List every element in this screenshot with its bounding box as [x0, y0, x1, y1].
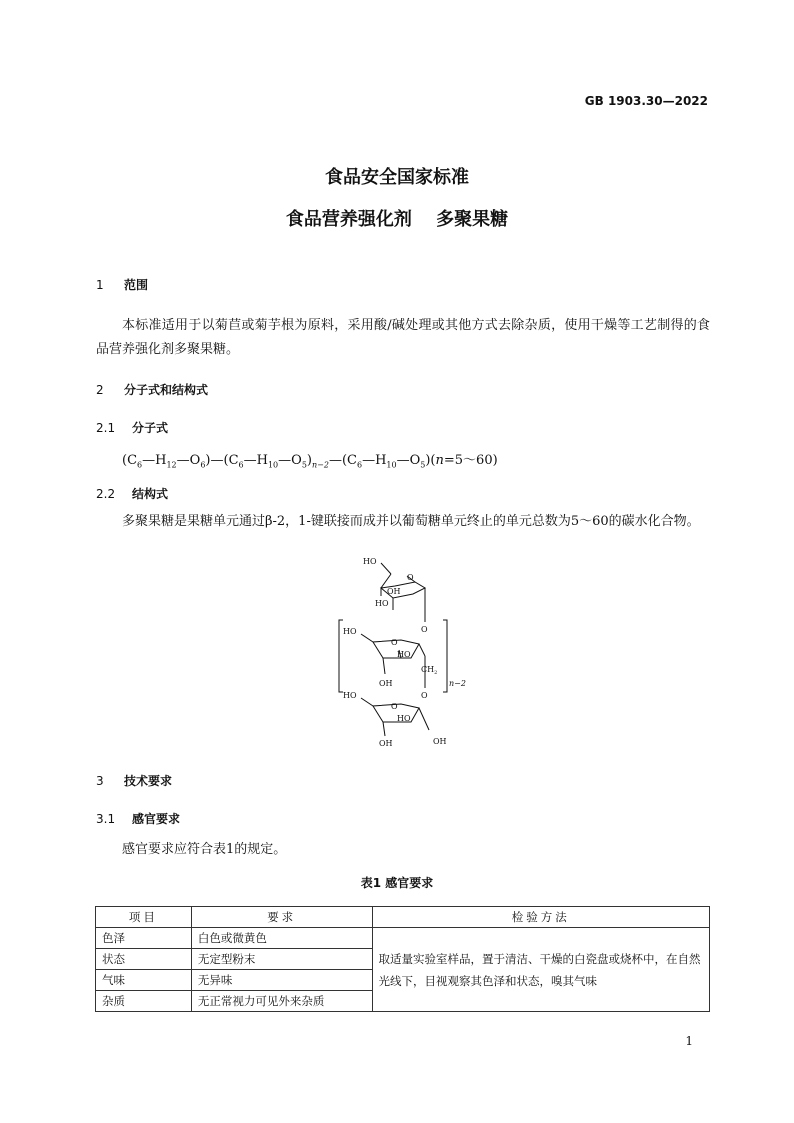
section-number: 3 [96, 774, 104, 788]
standard-code: GB 1903.30—2022 [584, 94, 708, 108]
section-number: 2 [96, 383, 104, 397]
table-cell-requirement: 无异味 [191, 970, 372, 991]
label: OH [387, 587, 401, 596]
table-cell-requirement: 无定型粉末 [191, 949, 372, 970]
table-cell-requirement: 无正常视力可见外来杂质 [191, 991, 372, 1012]
subsection-heading-sensory [96, 810, 180, 827]
section-title: 分子式 [132, 421, 169, 435]
section-title: 分子式和结构式 [124, 383, 209, 397]
table-cell-item: 状态 [96, 949, 192, 970]
label: HO [363, 557, 377, 566]
section-number: 1 [96, 278, 104, 292]
subsection-heading-molecular-formula [96, 419, 168, 436]
label: OH [379, 679, 393, 688]
table-cell-item: 气味 [96, 970, 192, 991]
document-title-line1: 食品安全国家标准 [325, 167, 469, 188]
label: HO [343, 691, 357, 700]
column-header: 要求 [191, 907, 372, 928]
label: HO [397, 650, 411, 659]
scope-paragraph: 本标准适用于以菊苣或菊芋根为原料，采用酸/碱处理或其他方式去除杂质，使用干燥等工艺制得的食品营养强化剂多聚果糖。 [96, 318, 710, 357]
label: O [407, 573, 414, 582]
label: O [421, 625, 428, 634]
section-heading-scope [96, 276, 148, 293]
sensory-requirements-table [95, 906, 710, 1012]
section-title: 结构式 [132, 487, 169, 501]
molecular-formula: $(C_6—H_{12}—O_6)—(C_6—H_{10}—O_5)_{n-2}—(C_6—H_{10}—O_5)(n=5\sim 60)$ [122, 453, 498, 470]
section-number: 3.1 [96, 812, 116, 826]
label: HO [343, 627, 357, 636]
column-header: 项目 [96, 907, 192, 928]
structure-description: 多聚果糖是果糖单元通过β-2，1-键联接而成并以葡萄糖单元终止的单元总数为5～60的碳水化合物。 [122, 514, 700, 529]
sensory-paragraph: 感官要求应符合表1的规定。 [122, 842, 287, 857]
label: HO [375, 599, 389, 608]
table-row [96, 928, 710, 949]
table-cell-method: 取适量实验室样品，置于清洁、干燥的白瓷盘或烧杯中，在自然光线下，目视观察其色泽和状态，嗅其气味 [372, 928, 709, 1012]
label: OH [379, 739, 393, 748]
label: O [421, 691, 428, 700]
section-heading-technical-requirements [96, 772, 172, 789]
section-title: 范围 [124, 278, 149, 292]
table-cell-item: 色泽 [96, 928, 192, 949]
label: O [391, 638, 398, 647]
document-title-line2: 食品营养强化剂 多聚果糖 [285, 209, 509, 230]
label: O [391, 702, 398, 711]
section-heading-formula-structure [96, 381, 208, 398]
subsection-heading-structural-formula [96, 485, 168, 502]
page-number: 1 [685, 1034, 693, 1048]
table-cell-item: 杂质 [96, 991, 192, 1012]
label: $CH_2$ [421, 665, 438, 676]
section-number: 2.1 [96, 421, 116, 435]
table-header-row [96, 907, 710, 928]
section-title: 感官要求 [132, 812, 181, 826]
label: OH [433, 737, 447, 746]
label: n−2 [449, 679, 466, 688]
section-number: 2.2 [96, 487, 116, 501]
column-header: 检验方法 [372, 907, 709, 928]
label: HO [397, 714, 411, 723]
table-cell-requirement: 白色或微黄色 [191, 928, 372, 949]
structural-formula-diagram [333, 550, 493, 750]
section-title: 技术要求 [124, 774, 173, 788]
table-caption: 表1 感官要求 [360, 876, 434, 890]
